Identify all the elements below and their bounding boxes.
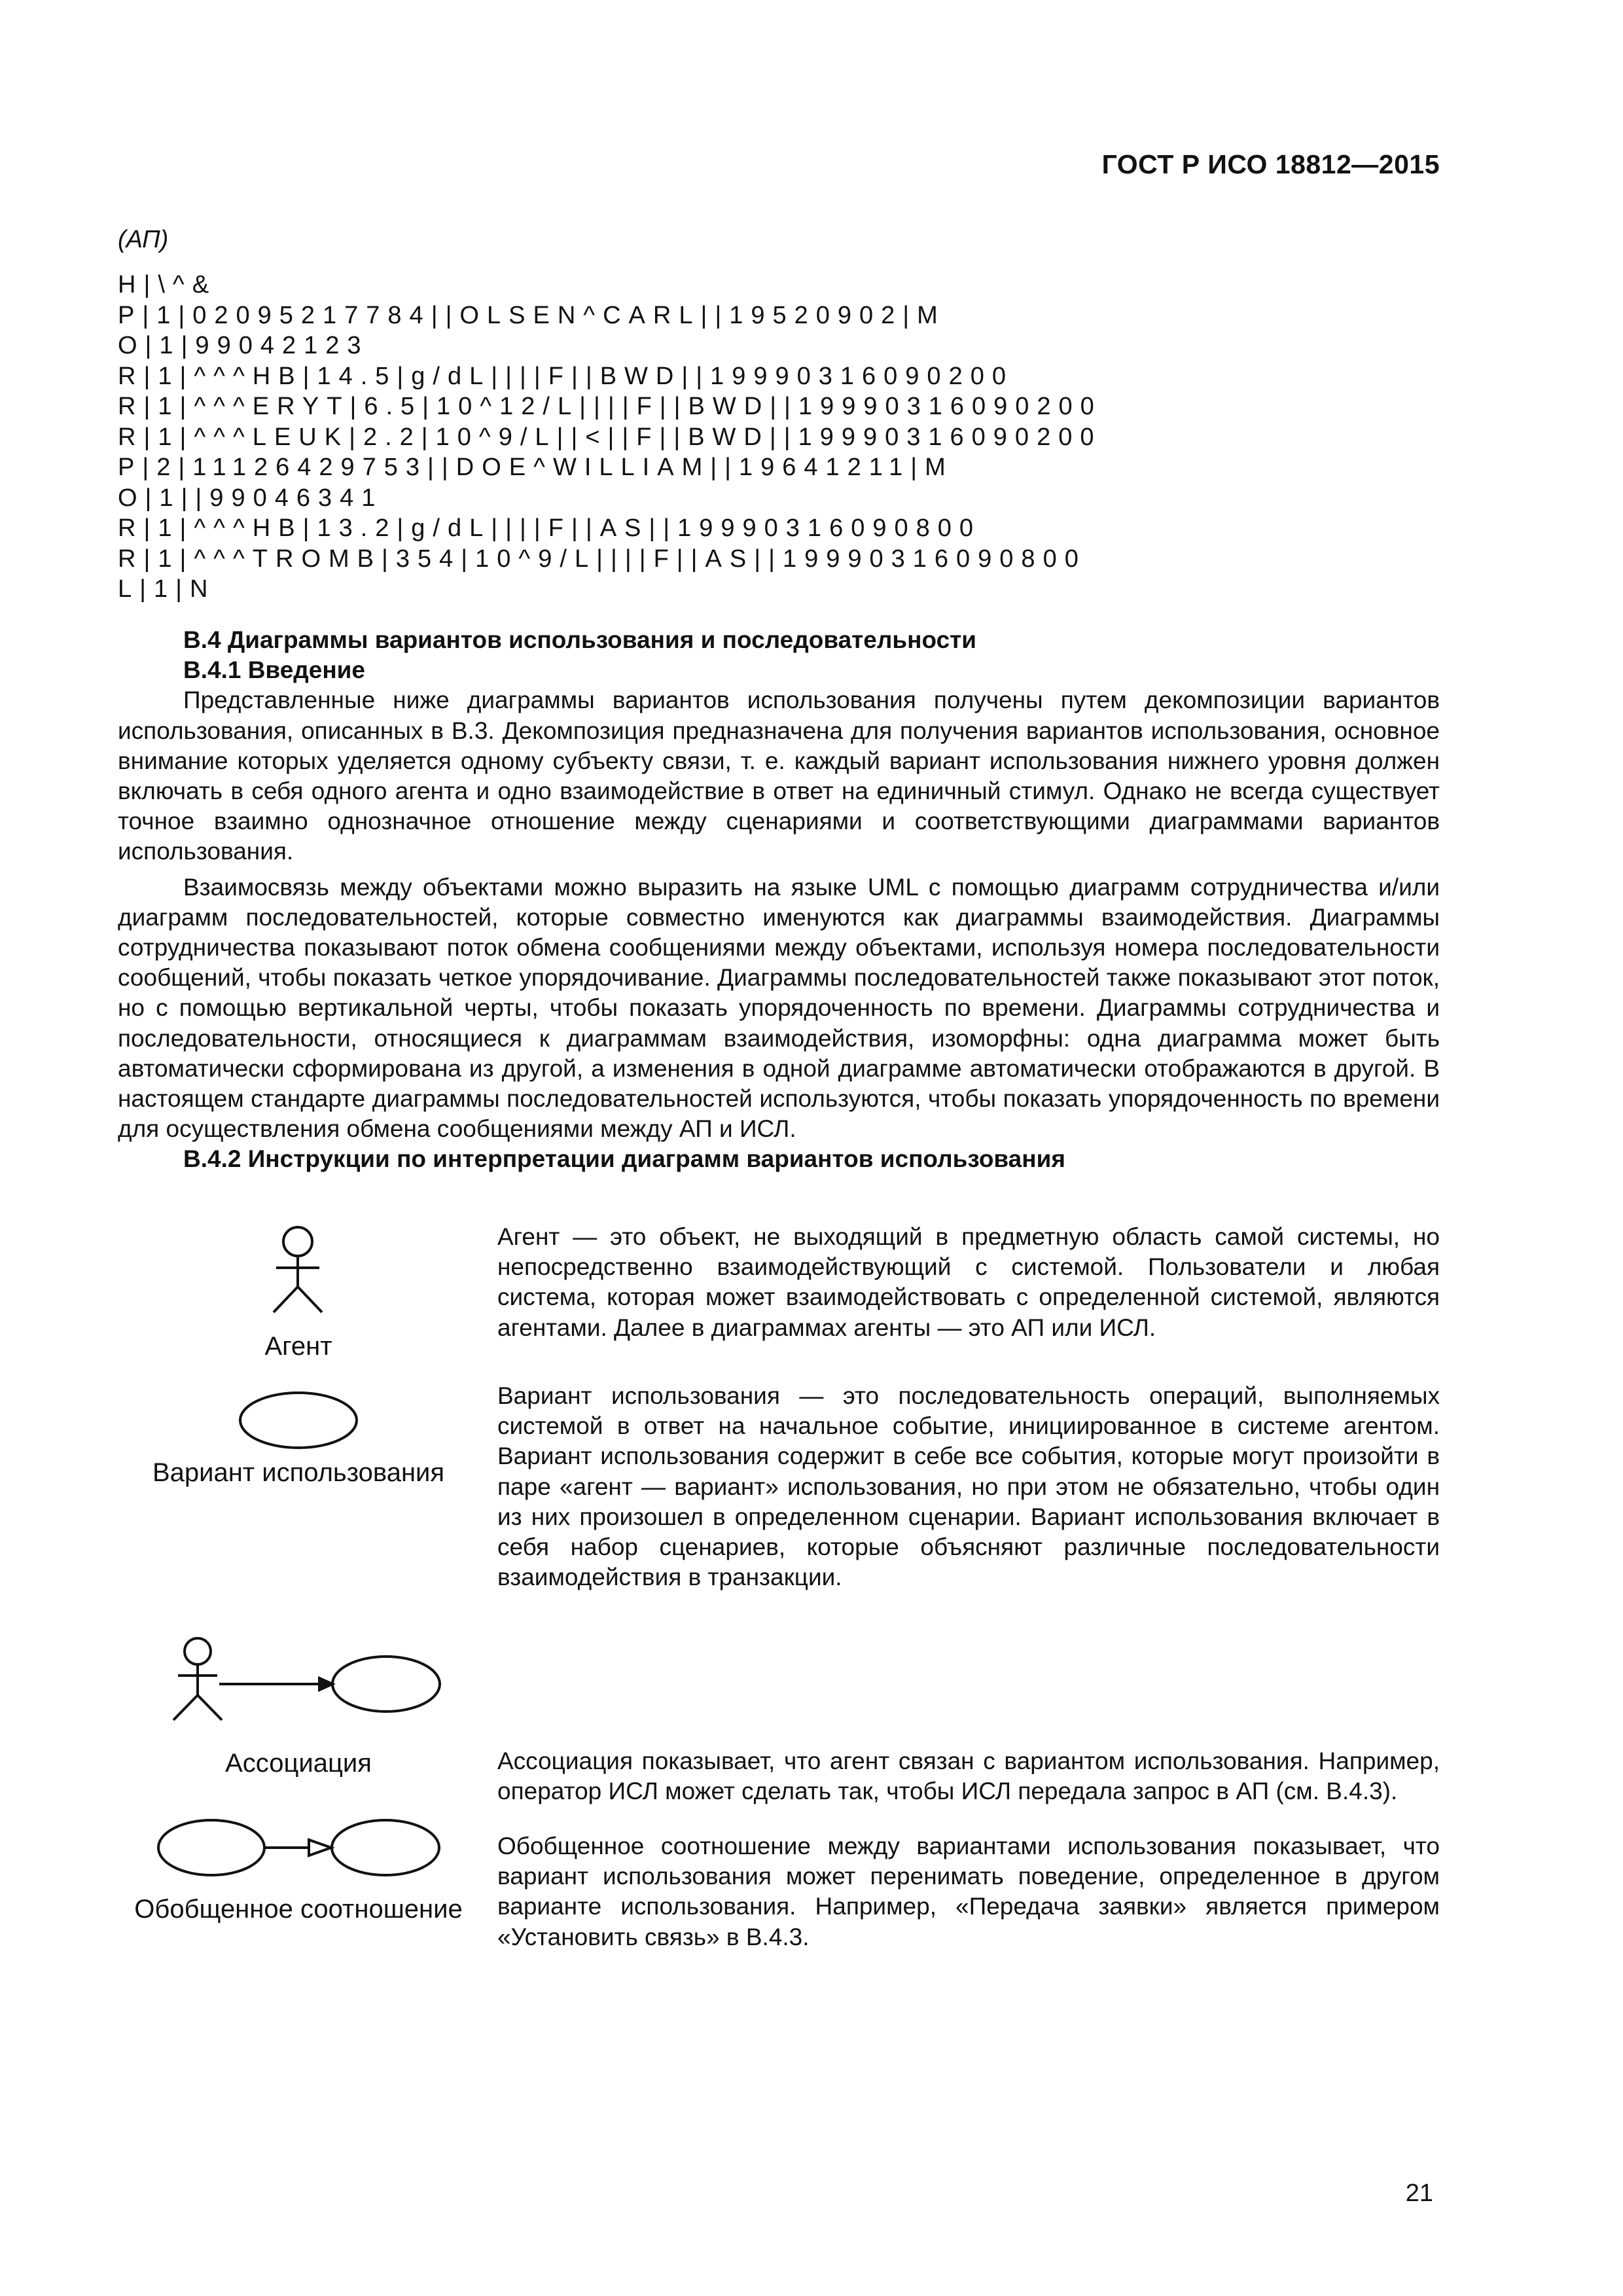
- message-line: R|1|^^^HB|14.5|g/dL||||F||BWD||19990316090200: [118, 362, 1014, 390]
- page-number: 21: [1405, 2179, 1433, 2207]
- ap-label: (АП): [118, 226, 169, 253]
- message-line: L|1|N: [118, 575, 216, 603]
- agent-label: Агент: [264, 1332, 332, 1361]
- generalization-icon: [158, 1820, 439, 1875]
- message-line: R|1|^^^HB|13.2|g/dL||||F||AS||19990316090800: [118, 514, 982, 542]
- subsection-heading: В.4.1 Введение: [183, 656, 366, 684]
- message-line: O|1|99042123: [118, 332, 369, 359]
- message-line: P|2|11126429753||DOE^WILLIAM||19641211|M: [118, 454, 954, 481]
- intro-paragraph: Представленные ниже диаграммы вариантов использования получены путем декомпозиции вариантов использования, описанных в В.3. Декомпозиция предназначена для получения вариантов использования, основное внимание которых уделяется одному субъекту связи, т. е. каждый вариант использования нижнего уровня должен включать в себя одного агента и одно взаимодействие в ответ на единичный стимул. Однако не всегда существует точное взаимно однозначное отношение между сценариями и соответствующими диаграммами вариантов использования.: [118, 687, 1440, 865]
- uml-paragraph: Взаимосвязь между объектами можно выразить на языке UML с помощью диаграмм сотрудничества и/или диаграмм последовательностей, которые совместно именуются как диаграммы взаимодействия. Диаграммы сотрудничества показывают поток обмена сообщениями между объектами, используя номера последовательности сообщений, чтобы показать четкое упорядочивание. Диаграммы последовательностей также показывают этот поток, но с помощью вертикальной черты, чтобы показать упорядоченность по времени. Диаграммы сотрудничества и последовательности, относящиеся к диаграммам взаимодействия, изоморфны: одна диаграмма может быть автоматически сформирована из другой, а изменения в одной диаграмме автоматически отображаются в другой. В настоящем стандарте диаграммы последовательностей используются, чтобы показать упорядоченность по времени для осуществления обмена сообщениями между АП и ИСЛ.: [118, 873, 1440, 1143]
- document-id-header: ГОСТ Р ИСО 18812—2015: [1101, 149, 1440, 179]
- message-line: P|1|02095217784||OLSEN^CARL||19520902|M: [118, 301, 946, 329]
- message-line: R|1|^^^LEUK|2.2|10^9/L||<||F||BWD||19990316090200: [118, 423, 1102, 451]
- message-line: R|1|^^^ERYT|6.5|10^12/L||||F||BWD||19990316090200: [118, 393, 1102, 420]
- section-heading: В.4 Диаграммы вариантов использования и последовательности: [183, 626, 977, 653]
- subsection-heading: В.4.2 Инструкции по интерпретации диаграмм вариантов использования: [183, 1145, 1065, 1173]
- association-icon: [173, 1638, 440, 1720]
- generalization-description: Обобщенное соотношение между вариантами использования показывает, что вариант использования может перенимать поведение, определенное в другом варианте использования. Например, «Передача заявки» является примером «Установить связь» в В.4.3.: [497, 1833, 1440, 1950]
- association-description: Ассоциация показывает, что агент связан с вариантом использования. Например, оператор ИСЛ может сделать так, чтобы ИСЛ передала запрос в АП (см. В.4.3).: [497, 1748, 1440, 1805]
- agent-description: Агент — это объект, не выходящий в предметную область самой системы, но непосредственно взаимодействующий с системой. Пользователи и любая система, которая может взаимодействовать с определенной системой, являются агентами. Далее в диаграммах агенты — это АП или ИСЛ.: [497, 1223, 1440, 1341]
- use-case-description: Вариант использования — это последовательность операций, выполняемых системой в ответ на начальное событие, инициированное в системе агентом. Вариант использования содержит в себе все события, которые могут произойти в паре «агент — вариант» использования, но при этом не обязательно, чтобы один из них произошел в определенном сценарии. Вариант использования включает в себя набор сценариев, которые объясняют различные последовательности взаимодействия в транзакции.: [497, 1382, 1440, 1591]
- use-case-ellipse-icon: [240, 1393, 357, 1448]
- association-label: Ассоциация: [225, 1749, 372, 1778]
- agent-icon: [274, 1227, 322, 1312]
- use-case-label: Вариант использования: [152, 1458, 445, 1487]
- message-line: R|1|^^^TROMB|354|10^9/L||||F||AS||19990316090800: [118, 545, 1086, 573]
- generalization-label: Обобщенное соотношение: [134, 1895, 463, 1924]
- message-line: O|1||99046341: [118, 484, 383, 512]
- message-line: H|\^&: [118, 271, 217, 298]
